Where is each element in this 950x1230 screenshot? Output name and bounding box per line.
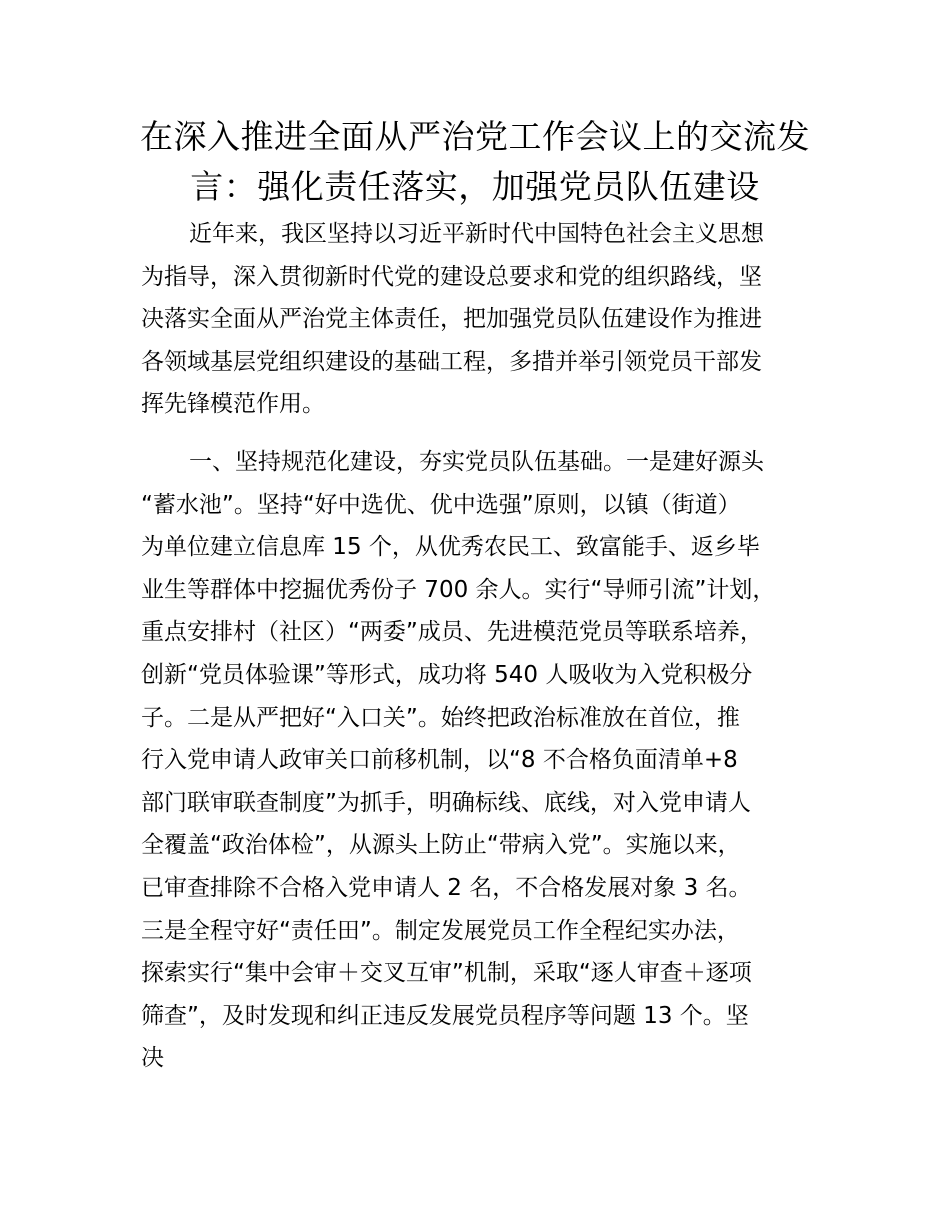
text-line: 决落实全面从严治党主体责任，把加强党员队伍建设作为推进: [141, 306, 762, 333]
document-title: [120, 112, 830, 212]
text-line: 各领域基层党组织建设的基础工程，多措并举引领党员干部发: [141, 348, 762, 375]
document-body: [141, 213, 841, 1080]
text-line: 创新“党员体验课”等形式，成功将 540 人吸收为入党积极分: [141, 661, 753, 688]
text-line: “蓄水池”。坚持“好中选优、优中选强”原则，以镇（街道）: [141, 491, 741, 518]
text-line: 三是全程守好“责任田”。制定发展党员工作全程纪实办法，: [141, 917, 740, 944]
paragraph-intro: [141, 213, 841, 426]
text-line: 挥先锋模范作用。: [141, 391, 325, 418]
text-line: 已审查排除不合格入党申请人 2 名，不合格发展对象 3 名。: [141, 874, 752, 901]
text-line: 一、坚持规范化建设，夯实党员队伍基础。一是建好源头: [189, 448, 764, 475]
text-line: 决: [141, 1045, 164, 1072]
title-line: 在深入推进全面从严治党工作会议上的交流发: [140, 117, 810, 156]
text-line: 子。二是从严把好“入口关”。始终把政治标准放在首位，推: [141, 704, 740, 731]
text-line: 重点安排村（社区）“两委”成员、先进模范党员等联系培养，: [141, 619, 763, 646]
text-line: 行入党申请人政审关口前移机制，以“8 不合格负面清单+8: [141, 747, 738, 774]
text-line: 探索实行“集中会审＋交叉互审”机制，采取“逐人审查＋逐项: [141, 960, 752, 987]
title-line: 言：强化责任落实，加强党员队伍建设: [190, 167, 760, 206]
text-line: 筛查”，及时发现和纠正违反发展党员程序等问题 13 个。坚: [141, 1002, 749, 1029]
text-line: 业生等群体中挖掘优秀份子 700 余人。实行“导师引流”计划，: [141, 576, 776, 603]
text-line: 为单位建立信息库 15 个，从优秀农民工、致富能手、返乡毕: [141, 534, 760, 561]
text-line: 部门联审联查制度”为抓手，明确标线、底线，对入党申请人: [141, 789, 751, 816]
paragraph-section-one: [141, 441, 841, 1080]
text-line: 全覆盖“政治体检”，从源头上防止“带病入党”。实施以来，: [141, 832, 741, 859]
text-line: 为指导，深入贯彻新时代党的建设总要求和党的组织路线，坚: [141, 263, 762, 290]
text-line: 近年来，我区坚持以习近平新时代中国特色社会主义思想: [189, 221, 764, 247]
